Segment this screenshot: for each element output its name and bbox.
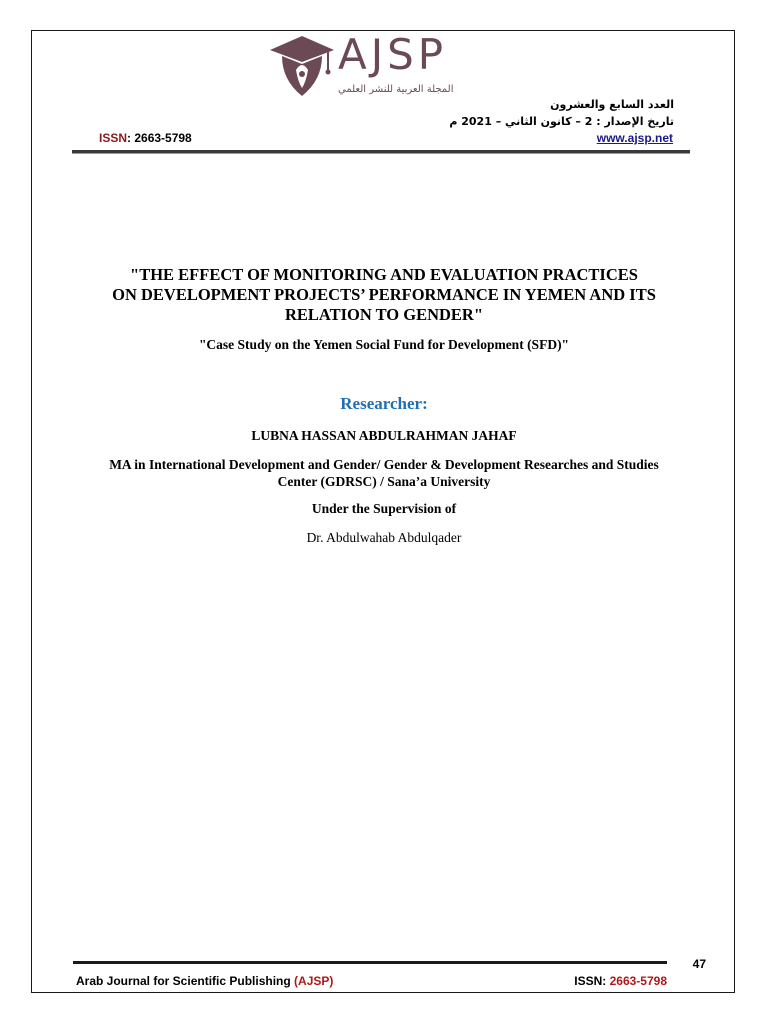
affiliation-line: Center (GDRSC) / Sana’a University [277,474,491,489]
author-affiliation [66,456,702,490]
title-line: "THE EFFECT OF MONITORING AND EVALUATION PRACTICES [130,265,638,284]
footer-issn-value: 2663-5798 [609,974,667,988]
graduation-cap-icon [270,36,334,96]
date-arabic: تاريخ الإصدار : 2 – كانون الثاني – 2021 م [449,115,674,128]
researcher-heading: Researcher: [340,394,428,413]
footer-journal [76,974,333,988]
header-divider [72,150,690,153]
title-line: RELATION TO GENDER" [284,305,484,324]
footer-journal-name: Arab Journal for Scientific Publishing [76,974,295,988]
page-number: 47 [692,957,706,971]
issue-arabic: العدد السابع والعشرون [550,98,674,111]
header-issn [99,131,192,145]
supervision-heading: Under the Supervision of [311,501,457,516]
supervisor-name: Dr. Abdulwahab Abdulqader [306,530,462,545]
logo-arabic-caption: المجلة العربية للنشر العلمي [338,84,454,95]
footer-issn [574,974,667,988]
affiliation-line: MA in International Development and Gender/ Gender & Development Researches and Studies [109,457,659,472]
footer-journal-acronym: (AJSP) [294,974,334,988]
footer-divider [73,961,667,964]
title-line: ON DEVELOPMENT PROJECTS’ PERFORMANCE IN YEMEN AND ITS [112,285,656,304]
logo-wordmark: AJSP [338,30,448,79]
website-link[interactable]: www.ajsp.net [596,131,673,145]
author-name: LUBNA HASSAN ABDULRAHMAN JAHAF [251,428,517,443]
article-subtitle: "Case Study on the Yemen Social Fund for Development (SFD)" [198,337,570,352]
article-title [60,265,708,325]
footer-issn-label: ISSN: [574,974,610,988]
header-issn-value: : 2663-5798 [127,131,192,145]
header-issn-label: ISSN [99,131,128,145]
